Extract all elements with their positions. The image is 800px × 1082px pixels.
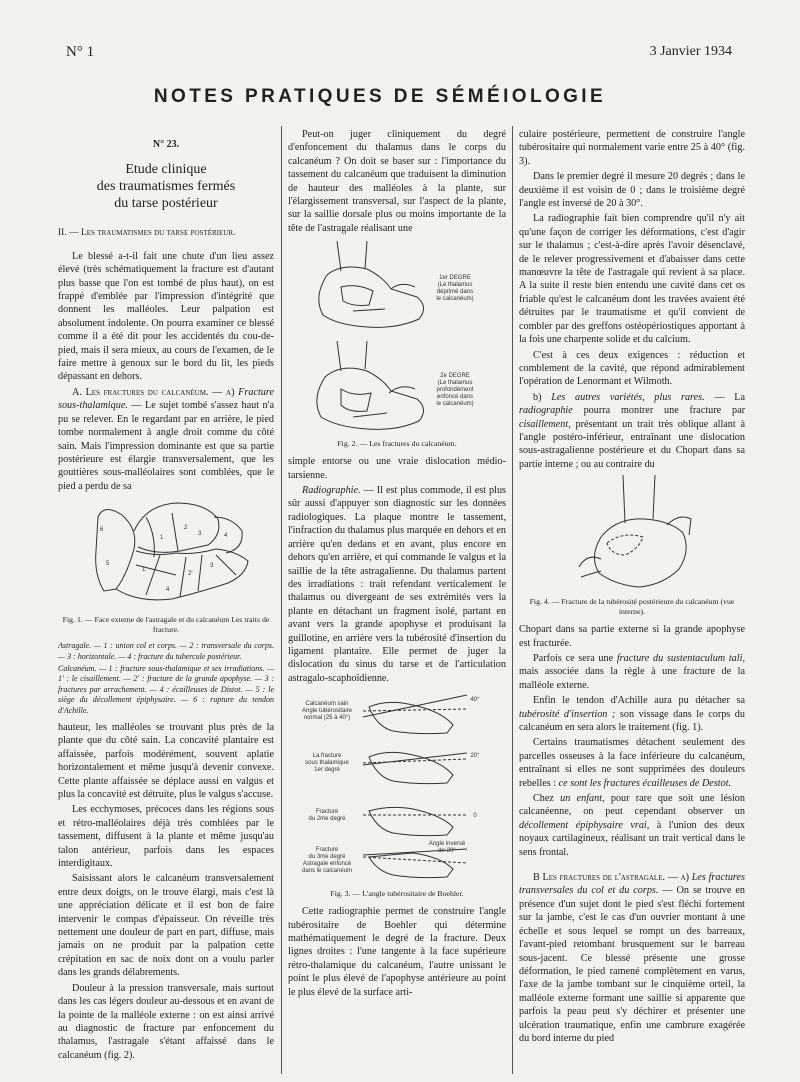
figure-3-angle: 40° — [470, 697, 480, 704]
article-title-line: Etude clinique — [125, 162, 207, 178]
paragraph — [519, 694, 745, 734]
svg-text:2': 2' — [188, 571, 193, 578]
figure-3-label: Calcanéum sain — [305, 701, 349, 708]
paragraph-text: Chez — [533, 793, 561, 805]
figure-3-label: du 3me degré — [308, 854, 346, 861]
figure-legend — [58, 641, 274, 662]
figure-3-drawing — [297, 687, 497, 887]
figure-2-drawing — [297, 237, 497, 437]
paragraph-text: — Le sujet tombé s'assez haut n'a pu se relever. En le regardant par en arrière, le pied tombe normalement à angle droit comme du côté sain. Mais l'impression dominante est que sa partie postérieure est élargie transversalement, que les gouttières sous-malléolaires sont comblées, que le pied a perdu de sa — [58, 400, 274, 492]
subsection-lead: A. Les fractures du calcanéum. — a) — [72, 386, 239, 398]
paragraph: Les ecchymoses, précoces dans les régions sous et rétro-malléolaires déjà très comblées par le tassement, diffusent à la plante et même jusqu'au talon antérieur, parfois dans les espaces interdigitaux. — [58, 804, 274, 870]
issue-date: 3 Janvier 1934 — [649, 44, 732, 59]
figure-3-label: Angle tubérositaire — [301, 708, 353, 715]
column-2 — [288, 128, 506, 1001]
emphasis: Les autres variétés, plus rares. — [551, 391, 705, 403]
figure-3-caption: Fig. 3. — L'angle tubérositaire de Boehler. — [330, 889, 464, 899]
figure-3-label: Fracture — [315, 809, 339, 816]
paragraph: C'est à ces deux exigences : réduction et comblement de la cavité, que répond admirablement l'opération de Lenormant et Wilmoth. — [519, 349, 745, 388]
article-title-line: du tarse postérieur — [114, 196, 218, 212]
article-number: N° 23. — [152, 139, 180, 150]
svg-text:3: 3 — [210, 563, 214, 570]
svg-text:5: 5 — [106, 561, 110, 568]
paragraph-text: pourra montrer une fracture par — [572, 405, 745, 417]
emphasis: Fracture sous-thalamique. — [58, 386, 274, 412]
figure-3-label: du 2me degré — [308, 816, 346, 823]
paragraph — [519, 652, 745, 692]
emphasis: ce sont les fractures écailleuses de Destot. — [558, 777, 732, 789]
article-title — [58, 161, 274, 212]
emphasis: un enfant, — [560, 793, 605, 805]
emphasis: fracture du sustentaculum tali, — [616, 652, 745, 664]
paragraph — [519, 792, 745, 859]
svg-text:6: 6 — [100, 527, 104, 534]
section-heading: II. — Les traumatismes du tarse postérieur. — [58, 228, 236, 239]
column-rule — [512, 126, 513, 1074]
paragraph: culaire postérieure, permettent de construire l'angle tubérositaire qui normalement varie entre 25 à 40° (fig. 3). — [519, 129, 745, 167]
figure-2-label: (Le thalamus — [437, 380, 473, 387]
column-1 — [58, 128, 274, 1064]
figure-2-caption: Fig. 2. — Les fractures du calcanéum. — [337, 439, 457, 449]
legend-text: Calcanéum. — 1 : fracture sous-thalamique et ses irradiations. — 1' : le cisaillement. — 2' : fracture de la grande apophyse. — 3 : fractures par arrachement. — 4 : écailleuses de Distot. — 5 : le siège du décollement épiphysaire. — 6 : rupture du tendon d'Achille. — [58, 663, 274, 715]
figure-3-angle: Angle inversé — [428, 841, 466, 848]
figure-3-angle: de 20° — [438, 848, 456, 855]
paragraph-text: — Il est plus commode, il est plus sûr aussi d'appuyer son diagnostic sur les données radiologiques. La plaque montre le tassement, l'infraction du thalamus plus marquée en dehors et en arrière qu'en dedans et en avant, plus encore en dehors qu'en arrière, et qui commande le valgus et la saillie de la tête astragalienne. Du thalamus partent des irradiations : trait refendant verticalement le thalamus ou divergeant de ses extrémités vers la plante en détachant un fragment isolé, partant en avant vers la grande apophyse et produisant la guillotine, en arrière vers la tubérosité d'insertion du ligament plantaire. Elle permet de juger la dislocation du sinus du tarse et de l'articulation astragalo-scaphoïdienne. — [288, 485, 506, 684]
paragraph: Chopart dans sa partie externe si la grande apophyse est fracturée. — [519, 624, 745, 649]
paragraph: Cette radiographie permet de construire l'angle tubérositaire de Boehler qui détermine mathématiquement le degré de la fracture. Deux lignes droites : l'une tangente à la face supérieure rétro-thalamique du calcanéum, l'autre unissant le point le plus élevé de l'apophyse antérieure au point le plus élevé de la surface arti- — [288, 906, 506, 998]
paragraph: Peut-on juger cliniquement du degré d'enfoncement du thalamus dans le corps du calcanéum ? On doit se baser sur : l'importance du tassement du calcanéum que traduisent la diminution de hauteur des malléoles à la plante, sur l'élargissement transversal, sur l'aspect de la plante, sur la saillie dorsale plus ou moins importante de la tête de l'astragale réalisant une — [288, 129, 506, 234]
emphasis: décollement épiphysaire vrai, — [519, 819, 650, 831]
svg-text:1: 1 — [160, 535, 164, 542]
paragraph-text: Certains traumatismes détachent seulement des parcelles osseuses à la face inférieure du calcanéum, entraînant si elles ne sont supprimées des douleurs rebelles : — [519, 737, 745, 789]
column-3 — [519, 128, 745, 1047]
figure-3-label: 1er degré — [314, 767, 340, 774]
figure-2-label: déprimé dans — [436, 289, 474, 296]
paragraph: Saisissant alors le calcanéum transversalement entre deux doigts, on le trouve élargi, mais c'est là une appréciation délicate et il est bon de faire intervenir le compas d'épaisseur. On réveille très nettement une douleur de part en part, diffuse, mais jamais on ne produit par la palpation cette crépitation en sac de noix dont on a voulu parler dans les grands délabrements. — [58, 873, 274, 979]
emphasis: tubérosité d'insertion ; — [519, 708, 616, 720]
paragraph — [519, 736, 745, 790]
paragraph-text: son vissage dans le corps du calcanéum en sera alors le traitement (fig. 1). — [519, 708, 745, 733]
paragraph-text: mais associée dans la règle à une fracture de la malléole externe. — [519, 666, 745, 691]
figure-4-drawing — [567, 473, 697, 595]
paragraph-text: Parfois ce sera une — [533, 652, 617, 664]
emphasis: Radiographie. — [302, 485, 361, 497]
figure-2-label: le calcanéum) — [436, 296, 474, 303]
figure-2-label: le calcanéum) — [436, 401, 474, 408]
figure-2-label: 2e DEGRE — [440, 373, 470, 380]
paragraph: simple entorse ou une vraie dislocation médio-tarsienne. — [288, 456, 506, 481]
figure-3-label: La fracture — [312, 753, 342, 760]
figure-1-drawing — [76, 495, 256, 613]
svg-text:4: 4 — [224, 533, 228, 540]
figure-3-label: Fracture — [315, 847, 339, 854]
column-rule — [281, 126, 282, 1074]
paragraph — [58, 386, 274, 493]
paragraph — [288, 484, 506, 685]
paragraph-text: — La — [704, 391, 745, 403]
figure-3-angle: 0 — [473, 813, 477, 820]
paragraph-text: — On se trouve en présence d'un sujet dont le pied s'est fléchi fortement sur la jambe, c'est le cas d'un ouvrier montant à une échelle et sous lequel se rompt un des barreaux, l'avant-pied retombant brusquement sur le barreau sous-jacent. Ce blessé présente une grosse déformation, le pied ramené complètement en varus, l'axe de la jambe tombant sur le cinquième orteil, la malléole externe formant une saillie si apparente que parfois la peau peut s'y déchirer et présenter une ulcération traumatique, enfin une cambrure exagérée du bord interne du pied — [519, 885, 745, 1044]
figure-2-label: (Le thalamus — [437, 282, 473, 289]
paragraph — [519, 871, 745, 1045]
issue-number: N° 1 — [66, 44, 95, 60]
figure-3-angle: 20° — [470, 753, 480, 760]
paragraph-text: présentant un trait très oblique allant à l'angle postéro-inférieur, entraînant une dislocation sous-astragalienne postérieure et du Chopart dans sa partie interne ; ou au contraire du — [519, 418, 745, 470]
legend-text: Astragale. — 1 : union col et corps. — 2 : transversale du corps. — 3 : horizontale. — 4 : fracture du tubercule postérieur. — [58, 641, 274, 661]
article-title-line: des traumatismes fermés — [96, 179, 236, 195]
subsection-lead: B Les fractures de l'astragale. — a) — [533, 872, 692, 884]
emphasis: cisaillement, — [519, 418, 571, 430]
paragraph: La radiographie fait bien comprendre qu'il n'y ait qu'une façon de corriger les déformations, c'est d'agir sur le thalamus ; c'est-à-dire après l'avoir désenclavé, de le relever progressivement et d'abaisser dans cette manœuvre la tête de l'astragale qui revient à sa place. A la suite il reste bien entendu une cavité dans cet os friable qu'est le calcanéum dont les travées avaient été détruites par le traumatisme et qu'il convient de combler par des greffons ostéopériostiques apportant à la fois une charpente solide et du calcium. — [519, 213, 745, 346]
svg-text:4: 4 — [166, 587, 170, 594]
svg-text:1': 1' — [142, 567, 147, 574]
figure-4-caption: Fig. 4. — Fracture de la tubérosité postérieure du calcanéum (vue interne). — [529, 597, 735, 617]
figure-1-caption: Fig. 1. — Face externe de l'astragale et du calcanéum Les traits de fracture. — [62, 615, 270, 635]
figure-3-label: normal (25 à 40°) — [303, 715, 351, 722]
page-banner: NOTES PRATIQUES DE SÉMÉIOLOGIE — [153, 86, 607, 107]
figure-legend — [58, 664, 274, 716]
svg-text:3: 3 — [198, 531, 202, 538]
figure-3-label: dans le calcanéum — [301, 868, 353, 875]
paragraph: hauteur, les malléoles se trouvant plus près de la plante que du côté sain. La concavité plantaire est affaissée, parfois modérément, souvent aplatie horizontalement et même jusqu'à devenir convexe. Cette plante affaissée se déplace aussi en valgus et plus la concavité est détruite, plus le valgus s'accuse. — [58, 721, 274, 800]
paragraph-text: à l'union des deux noyaux cartilagineux, réalisant un trait vertical dans le sens frontal. — [519, 819, 745, 858]
figure-2-label: enfoncé dans — [436, 394, 474, 401]
svg-text:2: 2 — [184, 525, 188, 532]
paragraph — [519, 391, 745, 471]
figure-3-label: Astragale enfoncé — [302, 861, 352, 868]
emphasis: radiographie — [519, 405, 573, 417]
paragraph: Douleur à la pression transversale, mais surtout dans les cas légers douleur au-dessous et en avant de la pointe de la malléole externe : on est ainsi arrivé au diagnostic de fracture par enfoncement du thalamus, l'astragale s'étant affaissé dans le calcanéum (fig. 2). — [58, 982, 274, 1061]
paragraph: Dans le premier degré il mesure 20 degrés ; dans le deuxième il est voisin de 0 ; dans le troisième degré l'angle est inversé de 20 à 30°. — [519, 171, 745, 210]
figure-3-label: sous thalamique — [305, 760, 349, 767]
paragraph: Le blessé a-t-il fait une chute d'un lieu assez élevé (très schématiquement la fracture est d'autant plus basse que l'on est tombé de plus haut), on est frappé d'emblée par l'impression d'intégrité que donnent les malléoles. Leur palpation est absolument indolente. On pourra examiner ce blessé comme il a été dit pour les accidentés du cou-de-pied, mais il sera mieux, au cours de l'examen, de le faire mettre à genoux sur le bord du lit, les pieds dépassant en dehors. — [58, 250, 274, 383]
emphasis: Les fractures transversales du col et du corps. — [519, 872, 745, 897]
figure-2-label: profondément — [436, 387, 474, 394]
paragraph-text: pour rare que soit une lésion calcanéenne, on peut cependant observer un — [519, 793, 745, 818]
paragraph-text: b) — [533, 391, 552, 403]
figure-2-label: 1er DEGRE — [439, 275, 471, 282]
paragraph-text: Enfin le tendon d'Achille aura pu détacher sa — [533, 695, 745, 707]
